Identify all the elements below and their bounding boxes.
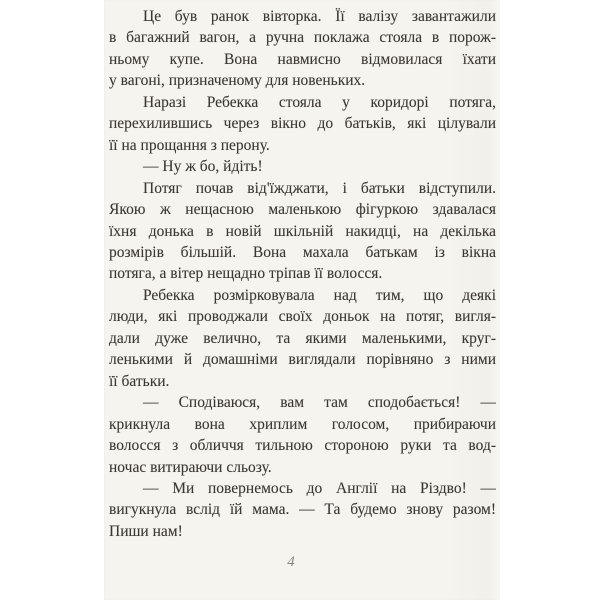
- paragraph: [109, 392, 496, 478]
- text-line: Ребекка розмірковувала над тим, що деякі: [143, 286, 496, 304]
- text-line: дали дуже велично, та якими маленькими, круг-: [109, 329, 496, 347]
- page-text-block: [104, 0, 500, 542]
- text-line: її батьки.: [109, 372, 170, 390]
- paragraph: [109, 156, 496, 177]
- text-line: їхня донька в новій шкільній накидці, на декілька: [109, 222, 496, 240]
- text-line: волосся з обличчя тильною стороною руки та вод-: [109, 437, 496, 455]
- text-line: ленькими й домашніми виглядали порівняно з ними: [109, 351, 496, 369]
- text-line: ночас витираючи сльозу.: [109, 458, 272, 476]
- text-line: Наразі Ребекка стояла у коридорі потяга,: [143, 93, 496, 111]
- text-line: Якою ж нещасною маленькою фігуркою здавалася: [109, 201, 496, 219]
- text-line: Це був ранок вівторка. Її валізу завантажили: [143, 8, 496, 25]
- text-line: люди, які проводжали своїх доньок на потяг, вигля-: [109, 308, 496, 326]
- text-line: перехилившись через вікно до батьків, які цілували: [109, 115, 496, 133]
- text-line: Потяг почав від'їжджати, і батьки відступили.: [143, 179, 496, 197]
- paragraph: [109, 478, 496, 542]
- page-number: 4: [287, 554, 295, 570]
- text-line: її на прощання з перону.: [109, 136, 270, 154]
- text-line: — Ми повернемось до Англії на Різдво! —: [143, 479, 496, 497]
- text-line: крикнула вона хриплим голосом, прибираючи: [109, 415, 496, 433]
- text-line: у вагоні, призначеному для новеньких.: [109, 72, 366, 90]
- text-line: вигукнула вслід їй мама. — Та будемо знову разом!: [109, 501, 496, 519]
- text-line: розмірів більшій. Вона махала батькам із вікна: [109, 243, 496, 261]
- paragraph: [109, 285, 496, 392]
- text-line: в багажний вагон, а ручна поклажа стояла в порож-: [109, 29, 496, 47]
- text-line: ньому купе. Вона навмисно відмовилася їхати: [109, 50, 496, 68]
- text-line: — Ну ж бо, йдіть!: [143, 158, 263, 176]
- text-line: — Сподіваюся, вам там сподобається! —: [143, 394, 496, 412]
- text-line: потяга, а вітер нещадно тріпав її волосся.: [109, 265, 383, 283]
- paragraph: [109, 92, 496, 156]
- paragraph: [109, 6, 496, 92]
- book-page: [104, 0, 500, 600]
- paragraph: [109, 178, 496, 285]
- text-line: Пиши нам!: [109, 522, 183, 540]
